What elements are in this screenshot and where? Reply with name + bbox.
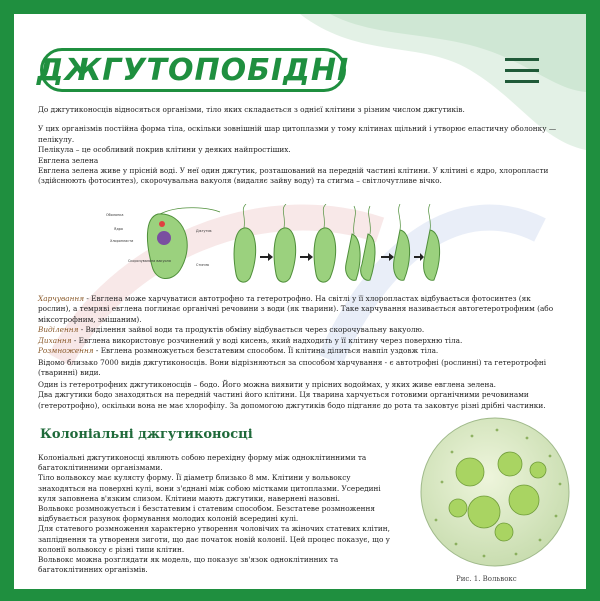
- bodo-paragraph: Один із гетеротрофних джгутиконосців – бодо. Його можна виявити у прісних водоймах, у яких живе евглена зелена.: [38, 380, 496, 389]
- diagram-label-chloroplasts: Хлоропласти: [110, 239, 134, 243]
- breathing-paragraph: Дихання - Евглена використовує розчинений у воді кисень, який надходить у її клітину через поверхню тіла.: [38, 335, 463, 345]
- colonial-paragraph: Вольвокс розмножується і безстатевим і статевим способом. Безстатеве розмноження відбувається разунок формування молодих колоній всередині кулі.: [38, 504, 376, 524]
- colonial-paragraph: Вольвокс можна розглядати як модель, що показує зв'язок одноклітинних та багатоклітинних організмів.: [38, 555, 339, 575]
- page-title: [36, 48, 350, 92]
- reproduction-term: Розмноження: [38, 346, 94, 356]
- species-note: Відомо близько 7000 видів джгутиконосців. Вони відрізняються за способом харчування - є автотрофні (рослинні) та гетеротрофні (тваринні) види.: [38, 358, 547, 378]
- bodo-section: [38, 380, 563, 411]
- volvox-caption: Рис. 1. Вольвокс: [456, 575, 517, 583]
- colonial-paragraph: Для статевого розмноження характерно утворення чоловічих та жіночих статевих клітин, запліднення та утворення зиготи, що дає початок новій колонії. Цей процес показує, що у колонії вольвоксу є різні типи клітин.: [38, 524, 390, 554]
- diagram-label-nucleus: Ядро: [114, 227, 123, 231]
- euglena-division-sequence: [234, 228, 440, 282]
- euglena-heading: Евглена зелена: [38, 155, 99, 165]
- colonial-section: [38, 453, 398, 575]
- colonial-paragraph: Тіло вольвоксу має кулясту форму. Її діаметр близько 8 мм. Клітини у вольвоксу знаходяться на поверхні кулі, вони з'єднані між собою містками цитоплазми. Усередині куля заповнена в'язким слизом. Клітини мають джгутики, навернені назовні.: [38, 473, 381, 503]
- intro-section: [38, 105, 563, 187]
- diagram-label-flagellum: Джгутик: [196, 229, 212, 233]
- colonial-paragraph: Колоніальні джгутиконосці являють собою перехідну форму між одноклітинними та багатоклітинними організмами.: [38, 453, 367, 473]
- intro-paragraph: До джгутиконосців відносяться організми, тіло яких складається з однієї клітини з різним числом джгутиків.: [38, 105, 465, 114]
- diagram-label-stigma: Стигма: [196, 263, 209, 267]
- diagram-label-shell: Оболонка: [106, 213, 124, 217]
- volvox-image: [412, 412, 578, 572]
- diagram-label-vacuole: Скорочувальна вакуоля: [128, 259, 171, 263]
- euglena-diagram: [100, 204, 460, 290]
- flagella: [243, 204, 430, 234]
- colonial-heading: Колоніальні джгутиконосці: [40, 427, 253, 442]
- euglena-labelled-figure: [106, 208, 220, 279]
- bodo-paragraph: Два джгутики бодо знаходяться на передній частині його клітини. Ця тварина харчується готовими органічними речовинами (гетеротрофно), оскільки вона не має хлорофілу. За допомогою джгутиків бодо підганяє до рота та заковтує різні дрібні частинки.: [38, 390, 546, 410]
- intro-paragraph: Пелікула – це особливий покрив клітини у деяких найпростіших.: [38, 145, 291, 155]
- intro-paragraph: У цих організмів постійна форма тіла, оскільки зовнішній шар цитоплазми у тому клітинах щільний і утворює еластичну оболонку — пелікулу.: [38, 124, 557, 144]
- nutrition-paragraph: Харчування - Евглена може харчуватися автотрофно та гетеротрофно. На світлі у її хлоропластах відбувається фотосинтез (як рослин), а темряві евглена поглинає органічні речовини з води (як тварини). Таке харчування називається автогетеротрофним (або міксотрофним, змішаним).: [38, 294, 554, 324]
- breathing-term: Дихання: [38, 335, 72, 345]
- nutrition-term: Харчування: [38, 294, 85, 303]
- reproduction-paragraph: Розмноження - Евглена розмножується безстатевим способом. Її клітина ділиться навпіл уздовж тіла.: [38, 346, 439, 356]
- hamburger-menu-icon[interactable]: [505, 58, 539, 84]
- page-title-text: ДЖГУТОПОБІДНІ: [36, 52, 350, 88]
- excretion-paragraph: Виділення - Виділення зайвої води та продуктів обміну відбувається через скорочувальну вакуолю.: [38, 325, 425, 335]
- intro-paragraph: Евглена зелена живе у прісній воді. У неї один джгутик, розташований на передній частині клітини. У клітині є ядро, хлоропласти (здійснюють фотосинтез), скорочувальна вакуоля (видаляє зайву воду) та стигма – світлочутливе вічко.: [38, 166, 549, 186]
- excretion-term: Виділення: [38, 325, 79, 335]
- functions-section: [38, 294, 563, 356]
